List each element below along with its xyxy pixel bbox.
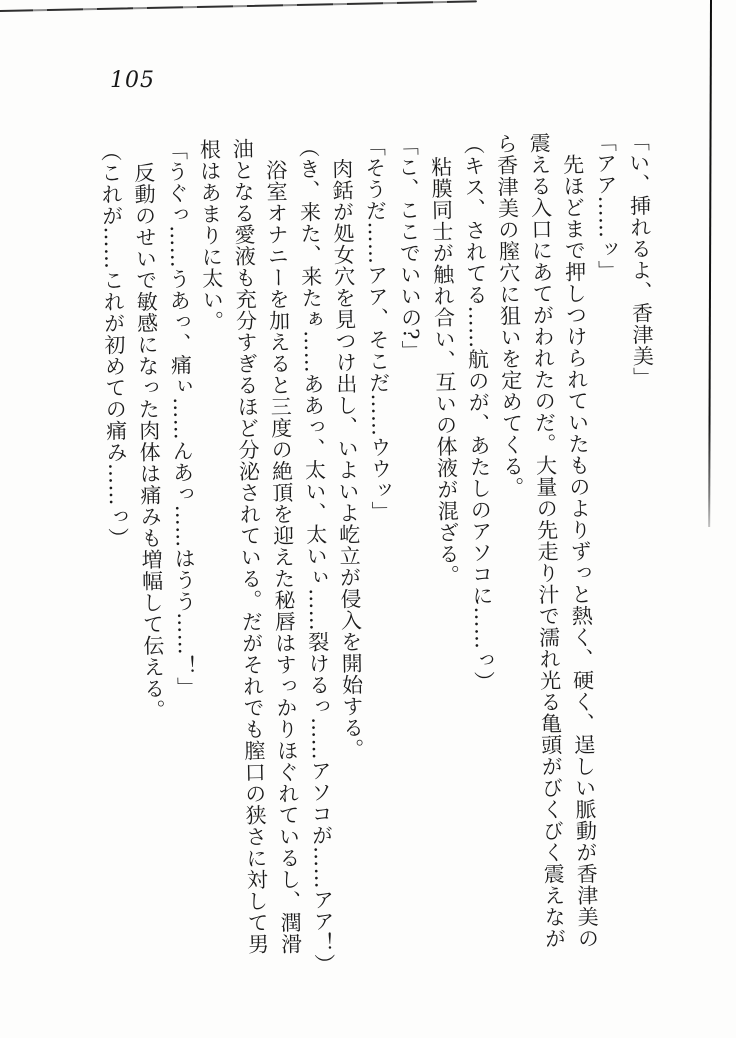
text-line: 先ほどまで押しつけられていたものよりずっと熱く、硬く、逞しい脈動が香津美の <box>560 153 600 950</box>
text-line: （き、来た、来たぁ……ああっ、太い、太いぃ……裂けるっ……アソコが……アア！） <box>296 136 337 976</box>
text-line: 油となる愛液も充分すぎるほど分泌されている。だがそれでも膣口の狭さに対して男 <box>230 137 270 955</box>
text-line: 「そうだ……アア、そこだ……ウウッ」 <box>362 135 394 523</box>
text-line: 「うぐっ……うあっ、痛ぃ……んあっ……はうう……！」 <box>164 138 199 699</box>
text-line: 粘膜同士が触れ合い、互いの体液が混ざる。 <box>428 155 461 587</box>
text-line: ら香津美の膣穴に狙いを定めてくる。 <box>494 132 526 499</box>
text-line: 「こ、ここでいいの?」 <box>395 134 424 362</box>
text-line: 根はあまりに太い。 <box>197 138 225 333</box>
text-line: 震える入口にあてがわれたのだ。大量の先走り汁で濡れ光る亀頭がびくびく震えなが <box>527 131 567 950</box>
top-scan-border-line <box>0 0 477 12</box>
page-number: 105 <box>110 68 155 93</box>
text-line: 浴室オナニーを加えると三度の絶頂を迎えた秘唇はすっかりほぐれているし、潤滑 <box>263 159 303 955</box>
right-scan-border-line <box>708 0 712 527</box>
text-line: 「い、挿れるよ、香津美」 <box>626 130 655 389</box>
text-line: （キス、されてる……航のが、あたしのアソコに……っ） <box>461 133 496 693</box>
text-line: 「アア……ッ」 <box>593 130 620 282</box>
body-text <box>92 130 670 976</box>
text-line: （これが……これが初めての痛み……っ） <box>98 140 130 550</box>
text-line: 肉銛が処女穴を見つけ出し、いよいよ屹立が侵入を開始する。 <box>329 157 366 761</box>
text-line: 反動のせいで敏感になった肉体は痛みも増幅して伝える。 <box>131 161 167 721</box>
